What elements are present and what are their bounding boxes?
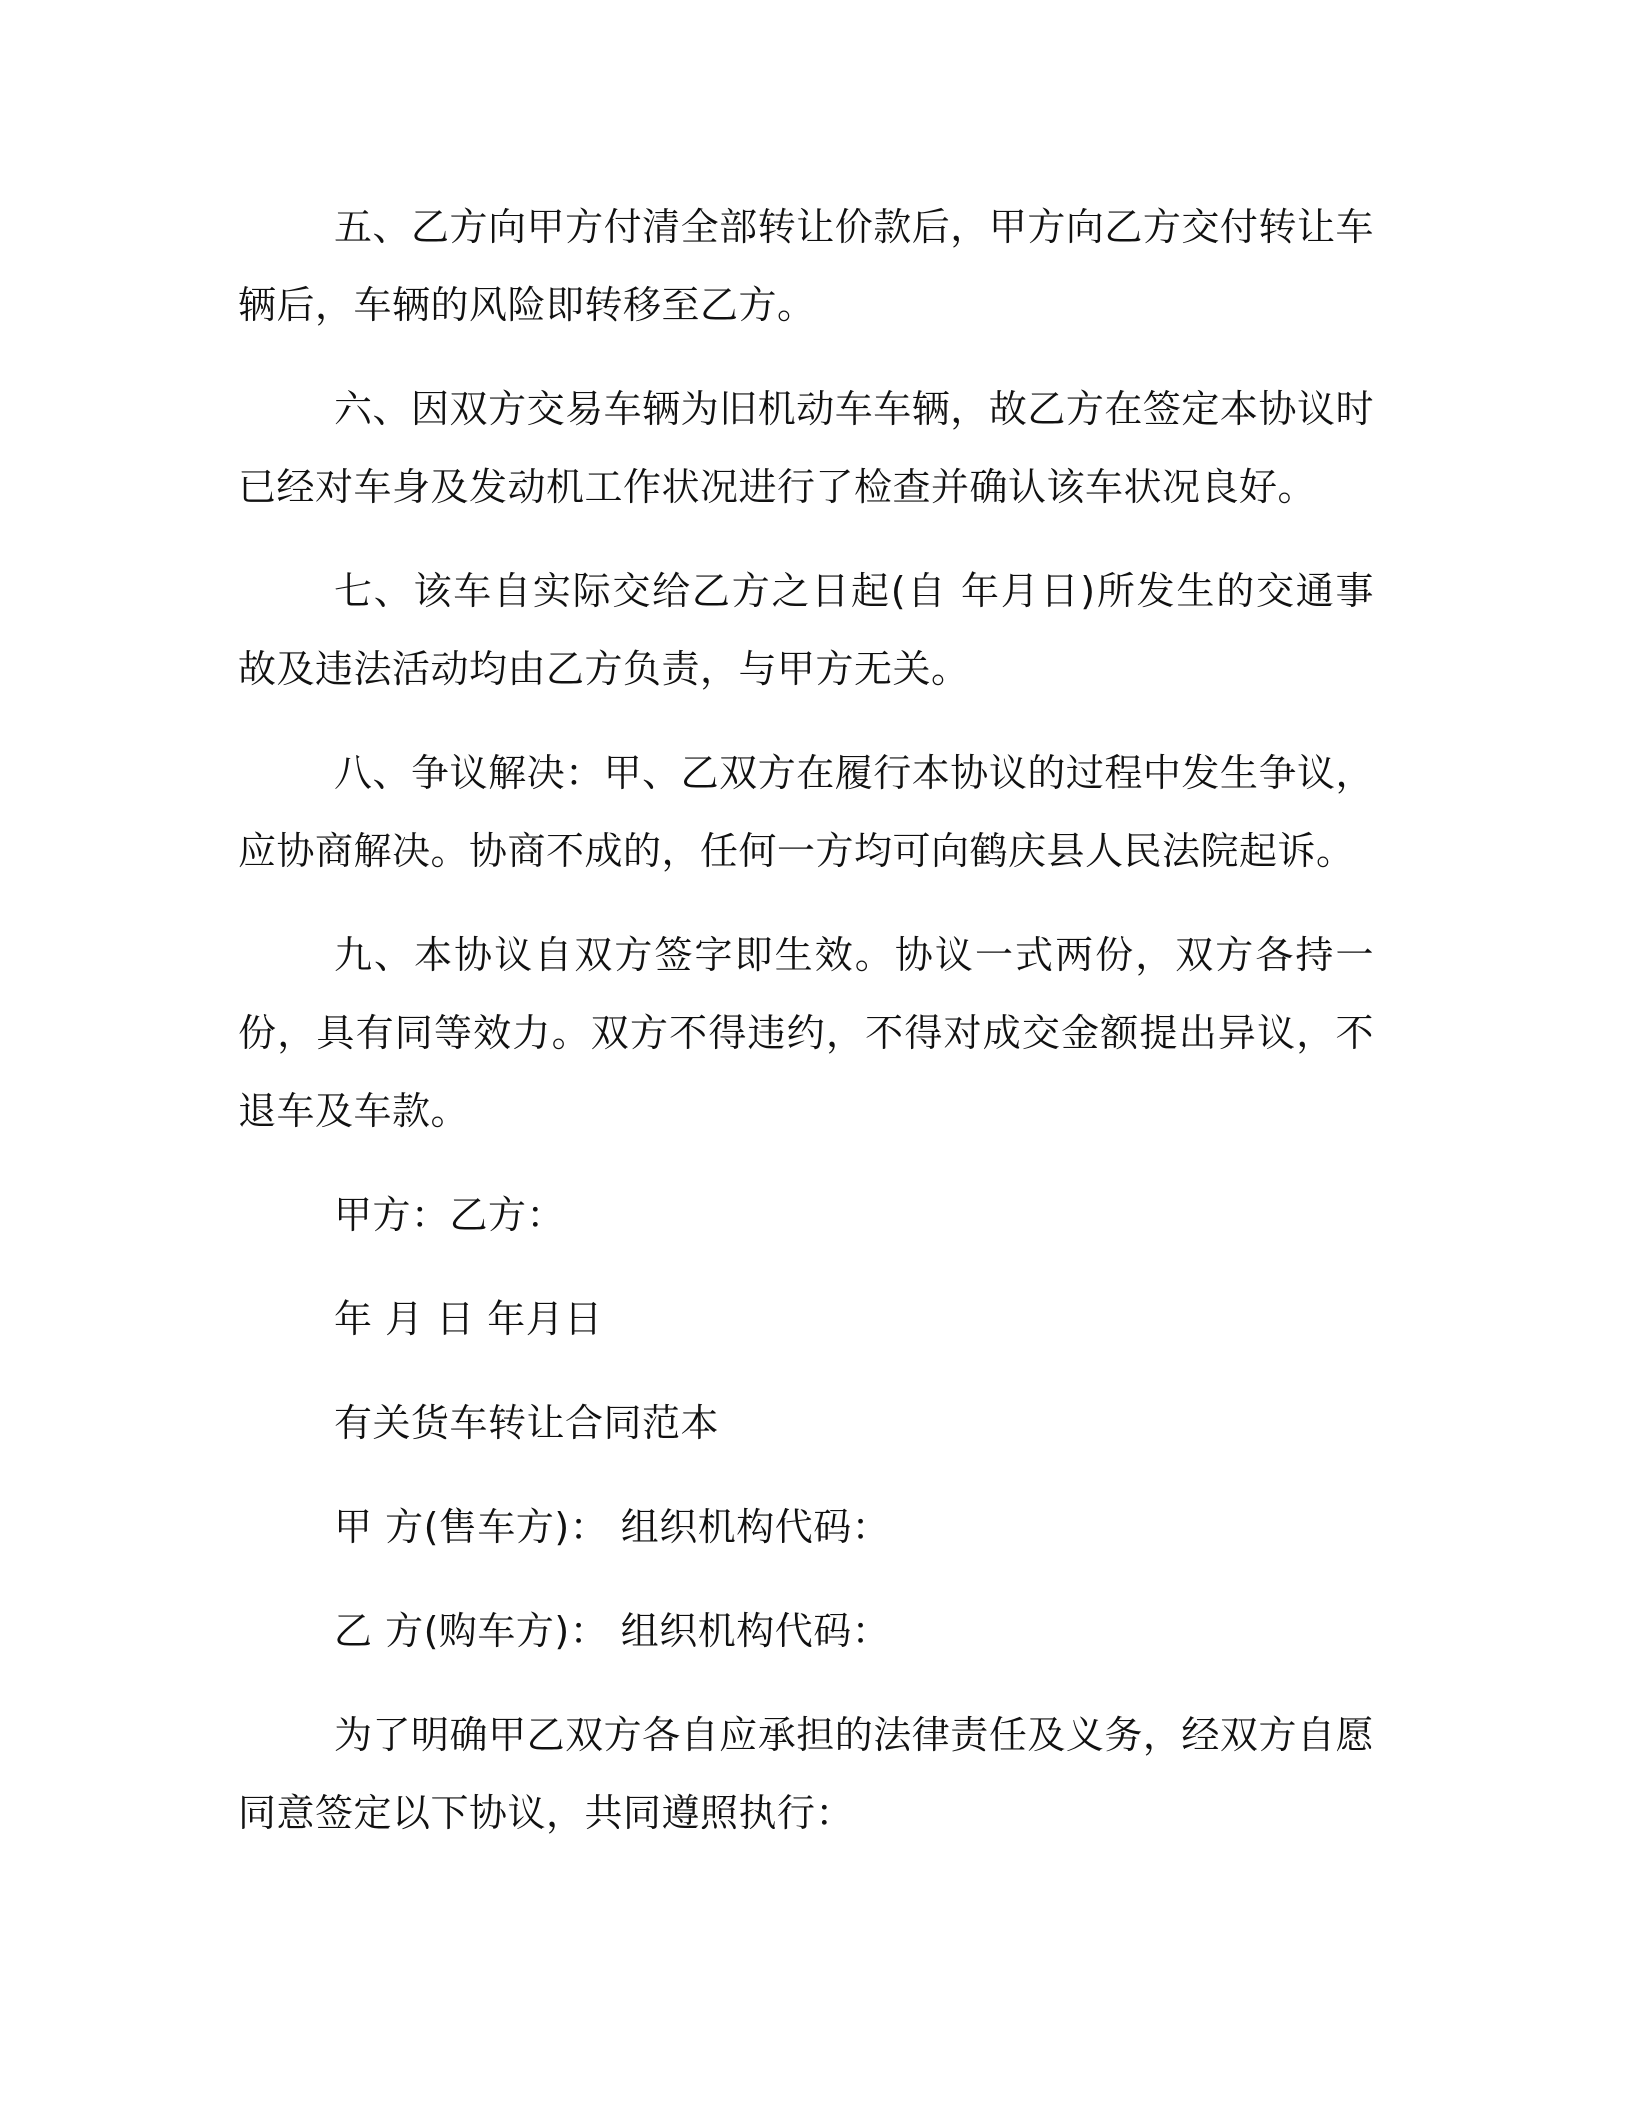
signature-line: 甲方：乙方： <box>334 1193 566 1237</box>
clause-five: 五、乙方向甲方付清全部转让价款后，甲方向乙方交付转让车辆后，车辆的风险即转移至乙方。 <box>238 205 1374 327</box>
clause-eight: 八、争议解决：甲、乙双方在履行本协议的过程中发生争议，应协商解决。协商不成的，任何一方均可向鹤庆县人民法院起诉。 <box>238 751 1374 873</box>
clause-six: 六、因双方交易车辆为旧机动车车辆，故乙方在签定本协议时已经对车身及发动机工作状况进行了检查并确认该车状况良好。 <box>238 387 1374 509</box>
clause-seven: 七、该车自实际交给乙方之日起(自 年月日)所发生的交通事故及违法活动均由乙方负责，与甲方无关。 <box>238 569 1374 691</box>
second-contract-title: 有关货车转让合同范本 <box>334 1401 720 1445</box>
date-line: 年 月 日 年月日 <box>334 1297 603 1341</box>
intro-paragraph: 为了明确甲乙双方各自应承担的法律责任及义务，经双方自愿同意签定以下协议，共同遵照执行： <box>238 1713 1374 1835</box>
clause-nine: 九、本协议自双方签字即生效。协议一式两份，双方各持一份，具有同等效力。双方不得违约，不得对成交金额提出异议，不退车及车款。 <box>238 933 1374 1133</box>
party-b-line: 乙 方(购车方)： 组织机构代码： <box>334 1609 891 1653</box>
document-body <box>238 188 1374 1878</box>
party-a-line: 甲 方(售车方)： 组织机构代码： <box>334 1505 891 1549</box>
